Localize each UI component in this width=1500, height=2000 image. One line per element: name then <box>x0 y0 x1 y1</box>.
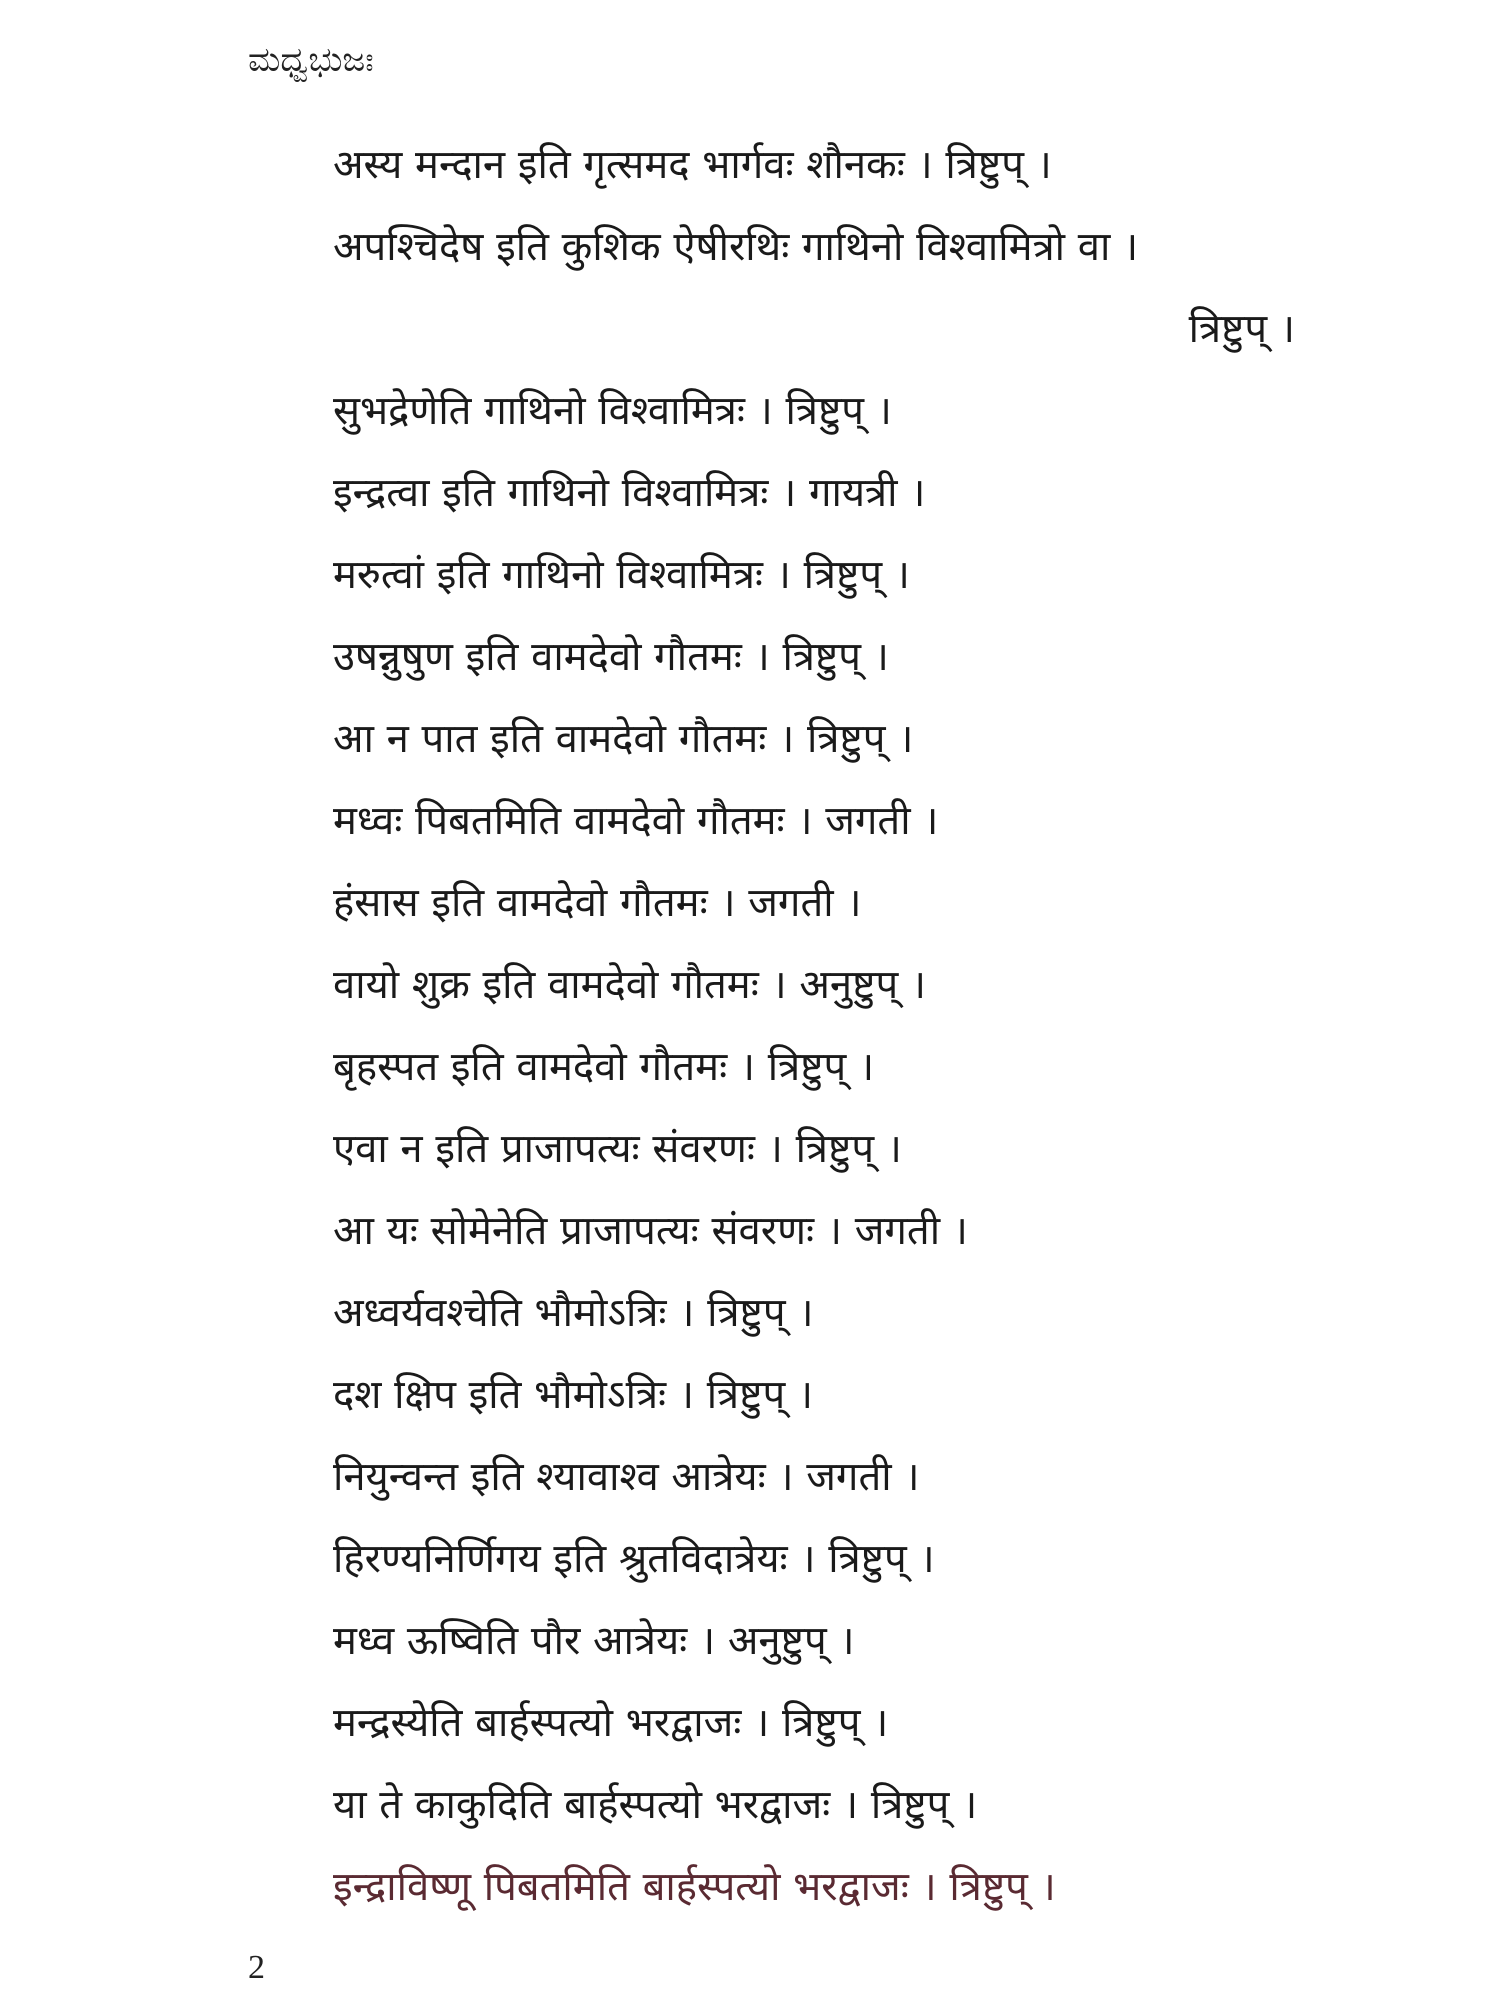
running-header: ಮಧ್ವಭುಜಃ <box>248 40 374 80</box>
verse-line-2: अपश्चिदेष इति कुशिक ऐषीरथिः गाथिनो विश्वामित्रो वा । <box>333 224 1139 270</box>
verse-line-17: हिरण्यनिर्णिगय इति श्रुतविदात्रेयः । त्रिष्टुप् । <box>333 1536 935 1582</box>
verse-line-12: एवा न इति प्राजापत्यः संवरणः । त्रिष्टुप् । <box>333 1126 902 1172</box>
verse-line-20: या ते काकुदिति बार्हस्पत्यो भरद्वाजः । त्रिष्टुप् । <box>333 1782 978 1828</box>
verse-line-10: वायो शुक्र इति वामदेवो गौतमः । अनुष्टुप् । <box>333 962 927 1008</box>
verse-line-6: उषन्नुषुण इति वामदेवो गौतमः । त्रिष्टुप् । <box>333 634 889 680</box>
verse-line-3: सुभद्रेणेति गाथिनो विश्वामित्रः । त्रिष्टुप् । <box>333 388 892 434</box>
verse-line-13: आ यः सोमेनेति प्राजापत्यः संवरणः । जगती । <box>333 1208 968 1254</box>
verse-line-7: आ न पात इति वामदेवो गौतमः । त्रिष्टुप् । <box>333 716 914 762</box>
verse-line-4: इन्द्रत्वा इति गाथिनो विश्वामित्रः । गायत्री । <box>333 470 926 516</box>
verse-line-1: अस्य मन्दान इति गृत्समद भार्गवः शौनकः । त्रिष्टुप् । <box>333 142 1052 188</box>
verse-line-2-continuation: त्रिष्टुप् । <box>1188 306 1295 352</box>
verse-line-14: अध्वर्यवश्चेति भौमोऽत्रिः । त्रिष्टुप् । <box>333 1290 814 1336</box>
verse-line-11: बृहस्पत इति वामदेवो गौतमः । त्रिष्टुप् । <box>333 1044 875 1090</box>
verse-line-18: मध्व ऊष्विति पौर आत्रेयः । अनुष्टुप् । <box>333 1618 855 1664</box>
verse-line-9: हंसास इति वामदेवो गौतमः । जगती । <box>333 880 862 926</box>
verse-line-19: मन्द्रस्येति बार्हस्पत्यो भरद्वाजः । त्रिष्टुप् । <box>333 1700 889 1746</box>
verse-line-21: इन्द्राविष्णू पिबतमिति बार्हस्पत्यो भरद्वाजः । त्रिष्टुप् । <box>333 1864 1056 1910</box>
verse-line-8: मध्वः पिबतमिति वामदेवो गौतमः । जगती । <box>333 798 939 844</box>
page-number: 2 <box>248 1949 265 1986</box>
verse-line-15: दश क्षिप इति भौमोऽत्रिः । त्रिष्टुप् । <box>333 1372 814 1418</box>
verse-line-5: मरुत्वां इति गाथिनो विश्वामित्रः । त्रिष्टुप् । <box>333 552 910 598</box>
verse-line-16: नियुन्वन्त इति श्यावाश्व आत्रेयः । जगती । <box>333 1454 920 1500</box>
verse-list <box>333 132 1333 1936</box>
